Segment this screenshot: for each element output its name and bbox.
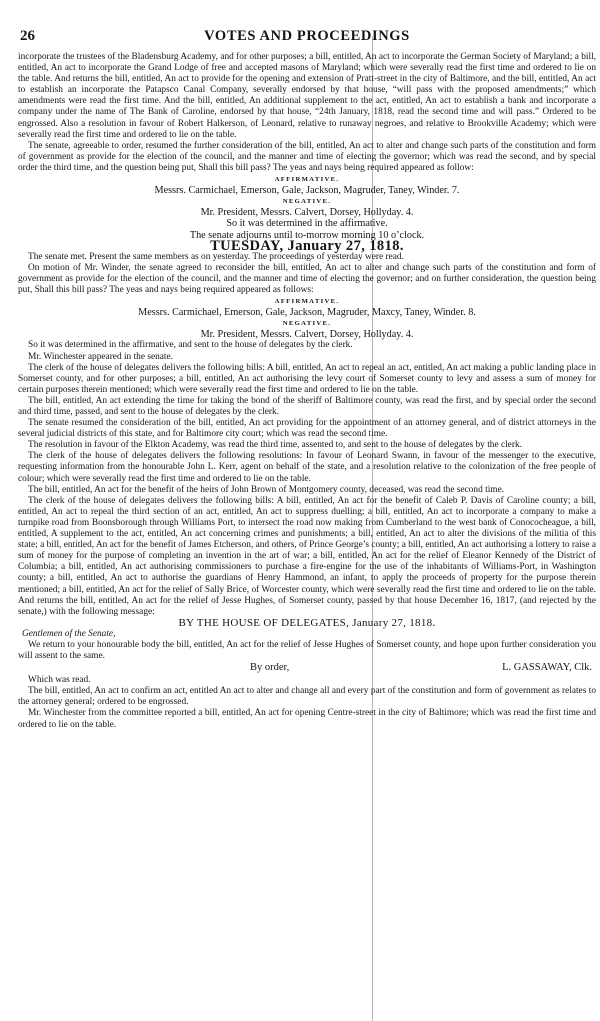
document-body [18, 52, 596, 731]
paragraph: incorporate the trustees of the Bladensburg Academy, and for other purposes; a bill, entitled, An act to incorporate the German Society of Maryland; a bill, entitled, An act to incorporate the Grand Lodge of free and accepted masons of Maryland; which were severally read the first time and ordered to lie on the table. And returns the bill, entitled, An act to provide for the opening and extension of Pratt-street in the city of Baltimore, and the bill, entitled, An act to establish an incorporate the Patapsco Canal Company, severally endorsed by that house, “will pass with the proposed amendments;” which amendments were read the first time. And the bill, entitled, An additional supplement to the act, entitled, An act to establish a bank and incorporate a company under the name of The Bank of Caroline, endorsed by that house, “24th January, 1818, read the second time and will pass.” Ordered to be engrossed. Also a resolution in favour of Robert Halkerson, of Leonard, relative to runaway negroes, and relative to Brookville Academy; which were severally read the first time and ordered to lie on the table. [18, 52, 596, 140]
negative-label: NEGATIVE. [282, 198, 332, 206]
message-heading: BY THE HOUSE OF DELEGATES, January 27, 1818. [178, 616, 436, 629]
day-heading: TUESDAY, January 27, 1818. [210, 237, 404, 254]
paragraph: The bill, entitled, An act for the benefit of the heirs of John Brown of Montgomery county, deceased, was read the second time. [28, 484, 505, 495]
paragraph: Mr. Winchester from the committee reported a bill, entitled, An act for opening Centre-street in the city of Baltimore; which was read the first time and ordered to lie on the table. [18, 708, 596, 730]
vote-tally-1 [18, 174, 596, 241]
paragraph: The senate met. Present the same members as on yesterday. The proceedings of yesterday were read. [28, 251, 404, 262]
page-number: 26 [20, 28, 35, 44]
affirmative-names: Messrs. Carmichael, Emerson, Gale, Jackson, Magruder, Taney, Winder. 7. [154, 185, 460, 197]
vote-tally-2 [18, 296, 596, 340]
by-order: By order, [250, 662, 290, 674]
affirmative-names: Messrs. Carmichael, Emerson, Gale, Jackson, Magruder, Maxcy, Taney, Winder. 8. [138, 307, 476, 319]
vote-result: So it was determined in the affirmative, and sent to the house of delegates by the clerk. [28, 340, 353, 351]
paragraph: The bill, entitled, An act to confirm an act, entitled An act to alter and change all and every part of the constitution and form of government as relates to the attorney general; ordered to be engrossed. [18, 686, 596, 708]
paragraph: The clerk of the house of delegates delivers the following bills: A bill, entitled, An act for the benefit of Caleb P. Davis of Caroline county; a bill, entitled, An act to repeal the third section of an act, entitled, An act to suppress duelling; a bill, entitled, An act to incorporate a company to make a turnpike road from Boonsborough through Williams Port, to intersect the road now making from Cumberland to the west bank of Conococheague, a bill, entitled, A supplement to the act, entitled, An act concerning crimes and punishments; a bill, entitled, An act to alter the divisions of the militia of this state; a bill, entitled, An act for the benefit of James Etcherson, and others, of Prince George’s county; a bill, entitled, An act authorising a lottery to raise a sum of money for the purpose of completing an invention in the art of war; a bill, entitled, An act for the relief of Eleanor Kennedy of the District of Columbia; a bill, entitled, An act authorising commissioners to purchase a fire-engine for the use of the inhabitants of Williams-Port, in Washington county; a bill, entitled, An act to authorise the guardians of Henry Hammond, an infant, to apply the proceeds of property for the purpose therein mentioned; a bill, entitled, An act for the relief of Sally Brice, of Worcester county, which were severally read the first time and ordered to lie on the table. And returns the bill, entitled, An act for the relief of Jesse Hughes, of Somerset county, passed by that house December 16, 1817, (and rejected by the senate,) with the following message: [18, 495, 596, 617]
document-page [18, 28, 596, 731]
paragraph: The clerk of the house of delegates delivers the following bills: A bill, entitled, An act to repeal an act, entitled, An act making a public landing place in Somerset county, and for other purposes; a bill, entitled, An act authorising the levy court of Somerset county to levy and assess a sum of money for certain purposes therein mentioned; which were severally read the first time and ordered to lie on the table. [18, 362, 596, 395]
paragraph: The senate resumed the consideration of the bill, entitled, An act providing for the appointment of an attorney general, and of district attorneys in the several judicial districts of this state, and for Baltimore city court; which was read the second time. [18, 418, 596, 440]
running-head: VOTES AND PROCEEDINGS [204, 28, 410, 44]
message-salutation: Gentlemen of the Senate, [22, 628, 116, 639]
message-text: We return to your honourable body the bill, entitled, An act for the relief of Jesse Hughes of Somerset county, and hope upon further consideration you will assent to the same. [18, 639, 596, 662]
negative-label: NEGATIVE. [282, 320, 332, 328]
negative-names: Mr. President, Messrs. Calvert, Dorsey, Hollyday. 4. [200, 207, 414, 219]
paragraph: The bill, entitled, An act extending the time for taking the bond of the sheriff of Baltimore county, was read the first, and by special order the second and third time, passed, and sent to the house of delegates by the clerk. [18, 395, 596, 417]
negative-names: Mr. President, Messrs. Calvert, Dorsey, Hollyday. 4. [200, 329, 414, 341]
affirmative-label: AFFIRMATIVE. [274, 176, 340, 184]
vote-result: So it was determined in the affirmative. [226, 218, 388, 230]
paragraph: Which was read. [28, 675, 91, 686]
paragraph: The clerk of the house of delegates delivers the following resolutions: In favour of Leonard Swann, in favour of the messenger to the executive, requesting information from the honourable John L. Kerr, agent on behalf of the state, and a resolution relative to the colonization of the free people of colour; which were severally read the first time and ordered to lie on the table. [18, 451, 596, 484]
message-signoff [18, 662, 596, 675]
paragraph: On motion of Mr. Winder, the senate agreed to reconsider the bill, entitled, An act to alter and change such parts of the constitution and form of government as provide for the election of the council, and the manner and time of electing the governor; and on further consideration, the question being put, Shall this bill pass? The yeas and nays being required appeared as follows: [18, 262, 596, 295]
clerk-signature: L. GASSAWAY, Clk. [502, 662, 592, 674]
affirmative-label: AFFIRMATIVE. [274, 298, 340, 306]
house-message [18, 618, 596, 675]
paragraph: The senate, agreeable to order, resumed the further consideration of the bill, entitled, An act to alter and change such parts of the constitution and form of government as provide for the election of the council, and the manner and time of electing the governor; which was read the second, and by special order the third time, and the question being put, Shall this bill pass? The yeas and nays being required appeared as follow: [18, 140, 596, 173]
adjournment-line: The senate adjourns until to-morrow morning 10 o’clock. [189, 229, 425, 241]
paragraph: Mr. Winchester appeared in the senate. [28, 351, 174, 362]
paragraph: The resolution in favour of the Elkton Academy, was read the third time, assented to, and sent to the house of delegates by the clerk. [28, 440, 522, 451]
page-header [18, 28, 596, 50]
